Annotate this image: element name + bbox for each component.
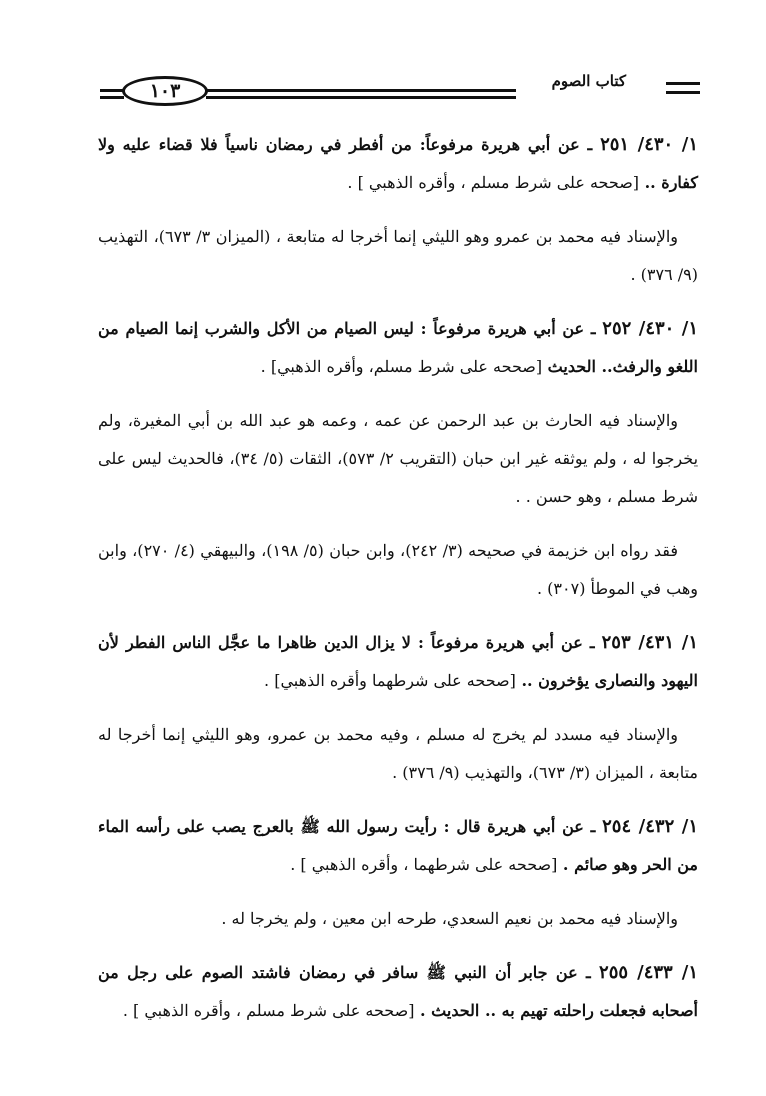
page-body	[98, 126, 698, 1046]
isnad-note: والإسناد فيه محمد بن عمرو وهو الليثي إنما أخرجا له متابعة ، (الميزان ٣/ ٦٧٣)، التهذيب (٩/ ٣٧٦) .	[98, 227, 698, 284]
entry-text: ـ عن أبي هريرة قال : رأيت رسول الله ﷺ بالعرج يصب على رأسه الماء من الحر وهو صائم .	[98, 817, 698, 874]
isnad-note: والإسناد فيه محمد بن نعيم السعدي، طرحه ابن معين ، ولم يخرجا له .	[221, 909, 678, 928]
entry-reference: ١/ ٤٣٠/ ٢٥٢	[602, 318, 699, 339]
header-rule-top	[206, 89, 516, 92]
entry-text: ـ عن أبي هريرة مرفوعاً : لا يزال الدين ظاهرا ما عجَّل الناس الفطر لأن اليهود والنصارى يؤخرون ..	[98, 633, 698, 690]
entry-text: ـ عن أبي هريرة مرفوعاً: من أفطر في رمضان ناسياً فلا قضاء عليه ولا كفارة ..	[98, 135, 698, 192]
entry-grade: [صححه على شرطهما وأقره الذهبي] .	[264, 671, 516, 690]
header-rule-bottom	[206, 96, 516, 99]
entry-reference: ١/ ٤٣٠/ ٢٥١	[600, 134, 699, 155]
entry-text: ـ عن جابر أن النبي ﷺ سافر في رمضان فاشتد الصوم على رجل من أصحابه فجعلت راحلته تهيم به .. الحديث .	[98, 963, 698, 1020]
header-rule-left-top	[100, 89, 124, 92]
entry-reference: ١/ ٤٣١/ ٢٥٣	[601, 632, 699, 653]
page-number: ١٠٣	[149, 80, 181, 102]
entry-grade: [صححه على شرط مسلم ، وأقره الذهبي ] .	[347, 173, 640, 192]
isnad-note: والإسناد فيه مسدد لم يخرج له مسلم ، وفيه محمد بن عمرو، وهو الليثي إنما أخرجا له متابعة ، الميزان (٣/ ٦٧٣)، والتهذيب (٩/ ٣٧٦) .	[98, 725, 698, 782]
hadith-entry	[98, 126, 698, 202]
isnad-note: فقد رواه ابن خزيمة في صحيحه (٣/ ٢٤٢)، وابن حبان (٥/ ١٩٨)، والبيهقي (٤/ ٢٧٠)، وابن وهب في الموطأ (٣٠٧) .	[98, 541, 698, 598]
entry-grade: [صححه على شرطهما ، وأقره الذهبي ] .	[290, 855, 558, 874]
page-number-badge	[122, 76, 208, 106]
hadith-entry	[98, 624, 698, 700]
book-title: كتاب الصوم	[551, 72, 626, 90]
header-rule-left-bottom	[100, 96, 124, 99]
isnad-note: والإسناد فيه الحارث بن عبد الرحمن عن عمه ، وعمه هو عبد الله بن أبي المغيرة، ولم يخرجوا له ، ولم يوثقه غير ابن حبان (التقريب ٢/ ٥٧٣)، الثقات (٥/ ٣٤)، فالحديث ليس على شرط مسلم ، وهو حسن . .	[98, 411, 699, 506]
header-dash-mark-bottom	[666, 91, 700, 94]
hadith-entry	[98, 808, 698, 884]
entry-text: ـ عن أبي هريرة مرفوعاً : ليس الصيام من الأكل والشرب إنما الصيام من اللغو والرفث.. الحديث	[98, 319, 698, 376]
header-dash-mark-top	[666, 82, 700, 85]
entry-grade: [صححه على شرط مسلم ، وأقره الذهبي ] .	[122, 1001, 415, 1020]
entry-grade: [صححه على شرط مسلم، وأقره الذهبي] .	[260, 357, 543, 376]
hadith-entry	[98, 310, 698, 386]
page-header	[0, 0, 766, 110]
hadith-entry	[98, 954, 698, 1030]
entry-reference: ١/ ٤٣٢/ ٢٥٤	[602, 816, 699, 837]
entry-reference: ١/ ٤٣٣/ ٢٥٥	[599, 962, 699, 983]
